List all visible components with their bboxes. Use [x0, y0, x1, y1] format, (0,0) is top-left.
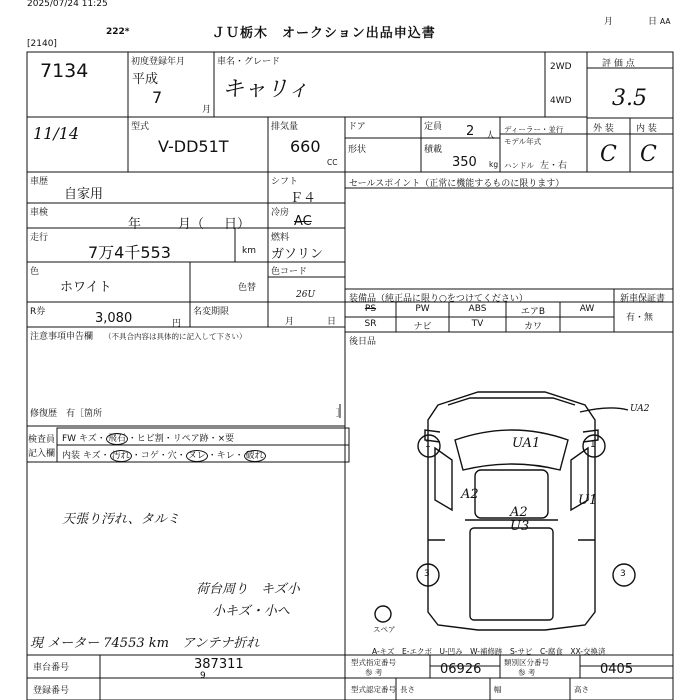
repair-close: ］: [336, 409, 346, 419]
tax-month: 月: [285, 317, 295, 327]
class-code-value: 0405: [600, 662, 634, 677]
registration-year: 7: [152, 88, 163, 107]
model-label: 型式: [131, 122, 150, 132]
type-code-sub: 参 考: [365, 668, 383, 677]
capacity-value: 2: [466, 124, 475, 139]
car-name-label: 車名・グレード: [217, 57, 281, 67]
handwritten-line-2: 荷台周り キズ小: [196, 582, 300, 597]
recycle-label: R券: [30, 307, 46, 317]
equipment-row2-0: SR: [364, 319, 377, 329]
displacement-label: 排気量: [271, 122, 299, 132]
paint-change-label: 色替: [238, 283, 257, 293]
shape-label: 形状: [348, 145, 367, 155]
form-title: ＪＵ栃木 オークション出品申込書: [212, 26, 436, 41]
displacement-value: 660: [290, 137, 321, 156]
tax-label: 名変期限: [193, 307, 230, 317]
reg-number-label: 登録番号: [33, 686, 70, 696]
chassis-label: 車台番号: [33, 663, 70, 673]
warranty-label: 新車保証書: [620, 294, 666, 304]
type-code-label: 型式指定番号: [351, 658, 396, 667]
type-code-value: 06926: [440, 662, 482, 677]
load-label: 積載: [424, 145, 443, 155]
equipment-row1-3: エアB: [520, 307, 546, 317]
handwritten-line-4: 現 メーター 74553 km アンテナ折れ: [30, 636, 260, 651]
model-year-label: モデル年式: [504, 137, 542, 146]
shift-label: シフト: [271, 177, 299, 187]
recycle-value: 3,080: [95, 311, 133, 326]
wheel-1-right: 1: [590, 440, 596, 450]
mileage-label: 走行: [30, 233, 49, 243]
car-name: キャリィ: [222, 77, 310, 102]
inspector-label-2: 記入欄: [28, 449, 56, 459]
dirt-circle: 汚れ: [111, 451, 130, 461]
form-code: [2140]: [27, 39, 57, 49]
score-value: 3.5: [612, 86, 647, 111]
notes-label: 注意事項申告欄: [30, 332, 94, 342]
height-label: 高さ: [574, 685, 589, 694]
tax-day: 日: [327, 317, 337, 327]
damage-u3: U3: [510, 519, 530, 534]
drive-2wd: 2WD: [550, 62, 572, 72]
capacity-label: 定員: [424, 122, 443, 132]
exterior-value: C: [600, 142, 617, 167]
inspector-row1: FW キズ・ 飛石 ・ヒビ割・リペア跡・×要: [62, 434, 235, 444]
registration-label: 初度登録年月: [131, 57, 186, 67]
wheel-3-right: 3: [620, 569, 626, 579]
color-label: 色: [30, 267, 40, 277]
damage-legend: A-キズ E-エクボ U-凹み W-補修跡 S-サビ C-腐食 XX-交換済: [372, 647, 606, 656]
fuel-value: ガソリン: [271, 247, 324, 262]
inspection-month: 月（: [178, 217, 205, 232]
lot-number: 7134: [40, 60, 89, 82]
class-code-sub: 参 考: [518, 668, 536, 677]
dealer-label: ディーラー・並行: [504, 125, 564, 134]
warranty-value: 有・無: [626, 313, 654, 323]
capacity-unit: 人: [486, 131, 496, 141]
torn-circle: 破れ: [245, 451, 264, 461]
equipment-label: 装備品（純正品に限り○をつけてください）: [349, 294, 528, 304]
notes-sub: （不具合内容は具体的に記入して下さい）: [104, 332, 247, 341]
shift-value: Ｆ４: [290, 191, 317, 206]
day-label: 日: [648, 17, 658, 27]
timestamp: 2025/07/24 11:25: [27, 0, 108, 9]
mileage-value: 7万4千553: [88, 243, 171, 262]
inspector-label-1: 検査員: [28, 435, 56, 445]
load-unit: kg: [489, 160, 499, 169]
chassis-value: 387311: [194, 657, 244, 672]
damage-ua2: UA2: [630, 404, 650, 414]
after-label: 後日品: [349, 337, 377, 347]
damage-ua1: UA1: [512, 436, 541, 451]
inspector-row2: 内装 キズ・ 汚れ ・コゲ・穴・ ヌレ ・キレ・ 破れ: [62, 451, 264, 461]
model-value: V-DD51T: [158, 137, 229, 156]
damage-a2-left: A2: [461, 487, 479, 502]
spare-label: スペア: [373, 625, 396, 634]
equipment-row2-1: ナビ: [413, 322, 432, 332]
displacement-unit: CC: [327, 158, 338, 167]
handle-label: ハンドル: [504, 161, 534, 170]
inspection-label: 車検: [30, 208, 49, 218]
damage-u1: U1: [578, 493, 598, 508]
class-code-label: 類別区分番号: [504, 658, 549, 667]
fuel-label: 燃料: [271, 233, 290, 243]
handwritten-line-1: 天張り汚れ、タルミ: [62, 512, 180, 527]
equipment-row2-3: カワ: [523, 322, 542, 332]
inspection-day: 日）: [224, 217, 251, 232]
drive-4wd: 4WD: [550, 96, 572, 106]
registration-month: 月: [202, 105, 212, 115]
category-label: 車歴: [30, 177, 49, 187]
equipment-row1-2: ABS: [468, 304, 487, 314]
chassis-sub: 9: [200, 671, 206, 681]
score-label: 評 価 点: [602, 59, 635, 69]
wet-circle: ヌレ: [187, 451, 206, 461]
equipment-row1-4: AW: [579, 304, 595, 314]
handle-value: 左・右: [540, 161, 568, 171]
equipment-row2-2: TV: [471, 319, 484, 329]
color-value: ホワイト: [60, 280, 112, 295]
cooler-label: 冷房: [271, 208, 290, 218]
width-label: 幅: [494, 685, 502, 694]
recycle-unit: 円: [172, 319, 182, 329]
month-label: 月: [604, 17, 614, 27]
handwritten-line-3: 小キズ・小へ: [212, 604, 290, 619]
registration-era: 平成: [132, 72, 159, 87]
load-value: 350: [452, 155, 477, 170]
damage-a2-center: A2: [510, 505, 528, 520]
repair-label: 修復歴 有［箇所: [30, 409, 103, 419]
interior-label: 内 装: [636, 124, 657, 134]
equipment-row1-1: PW: [415, 304, 430, 314]
serial-number: 222*: [106, 27, 130, 37]
color-code-value: 26U: [296, 290, 316, 300]
approval-label: 型式認定番号: [351, 685, 396, 694]
mileage-unit: km: [242, 246, 256, 256]
door-label: ドア: [348, 122, 366, 132]
handwritten-note: 11/14: [33, 124, 80, 143]
interior-value: C: [640, 142, 657, 167]
sales-point-label: セールスポイント（正常に機能するものに限ります）: [349, 179, 565, 189]
cooler-value: AC: [294, 214, 312, 229]
wheel-3-left: 3: [424, 569, 430, 579]
wheel-1-left: 1: [425, 440, 431, 450]
inspection-year: 年: [128, 217, 142, 232]
length-label: 長さ: [400, 685, 415, 694]
fw-stone-circle: 飛石: [107, 434, 126, 444]
color-code-label: 色コード: [271, 267, 308, 277]
aa-label: AA: [660, 17, 671, 26]
exterior-label: 外 装: [593, 124, 614, 134]
equipment-row1-0: PS: [364, 304, 377, 314]
category-value: 自家用: [64, 187, 104, 202]
